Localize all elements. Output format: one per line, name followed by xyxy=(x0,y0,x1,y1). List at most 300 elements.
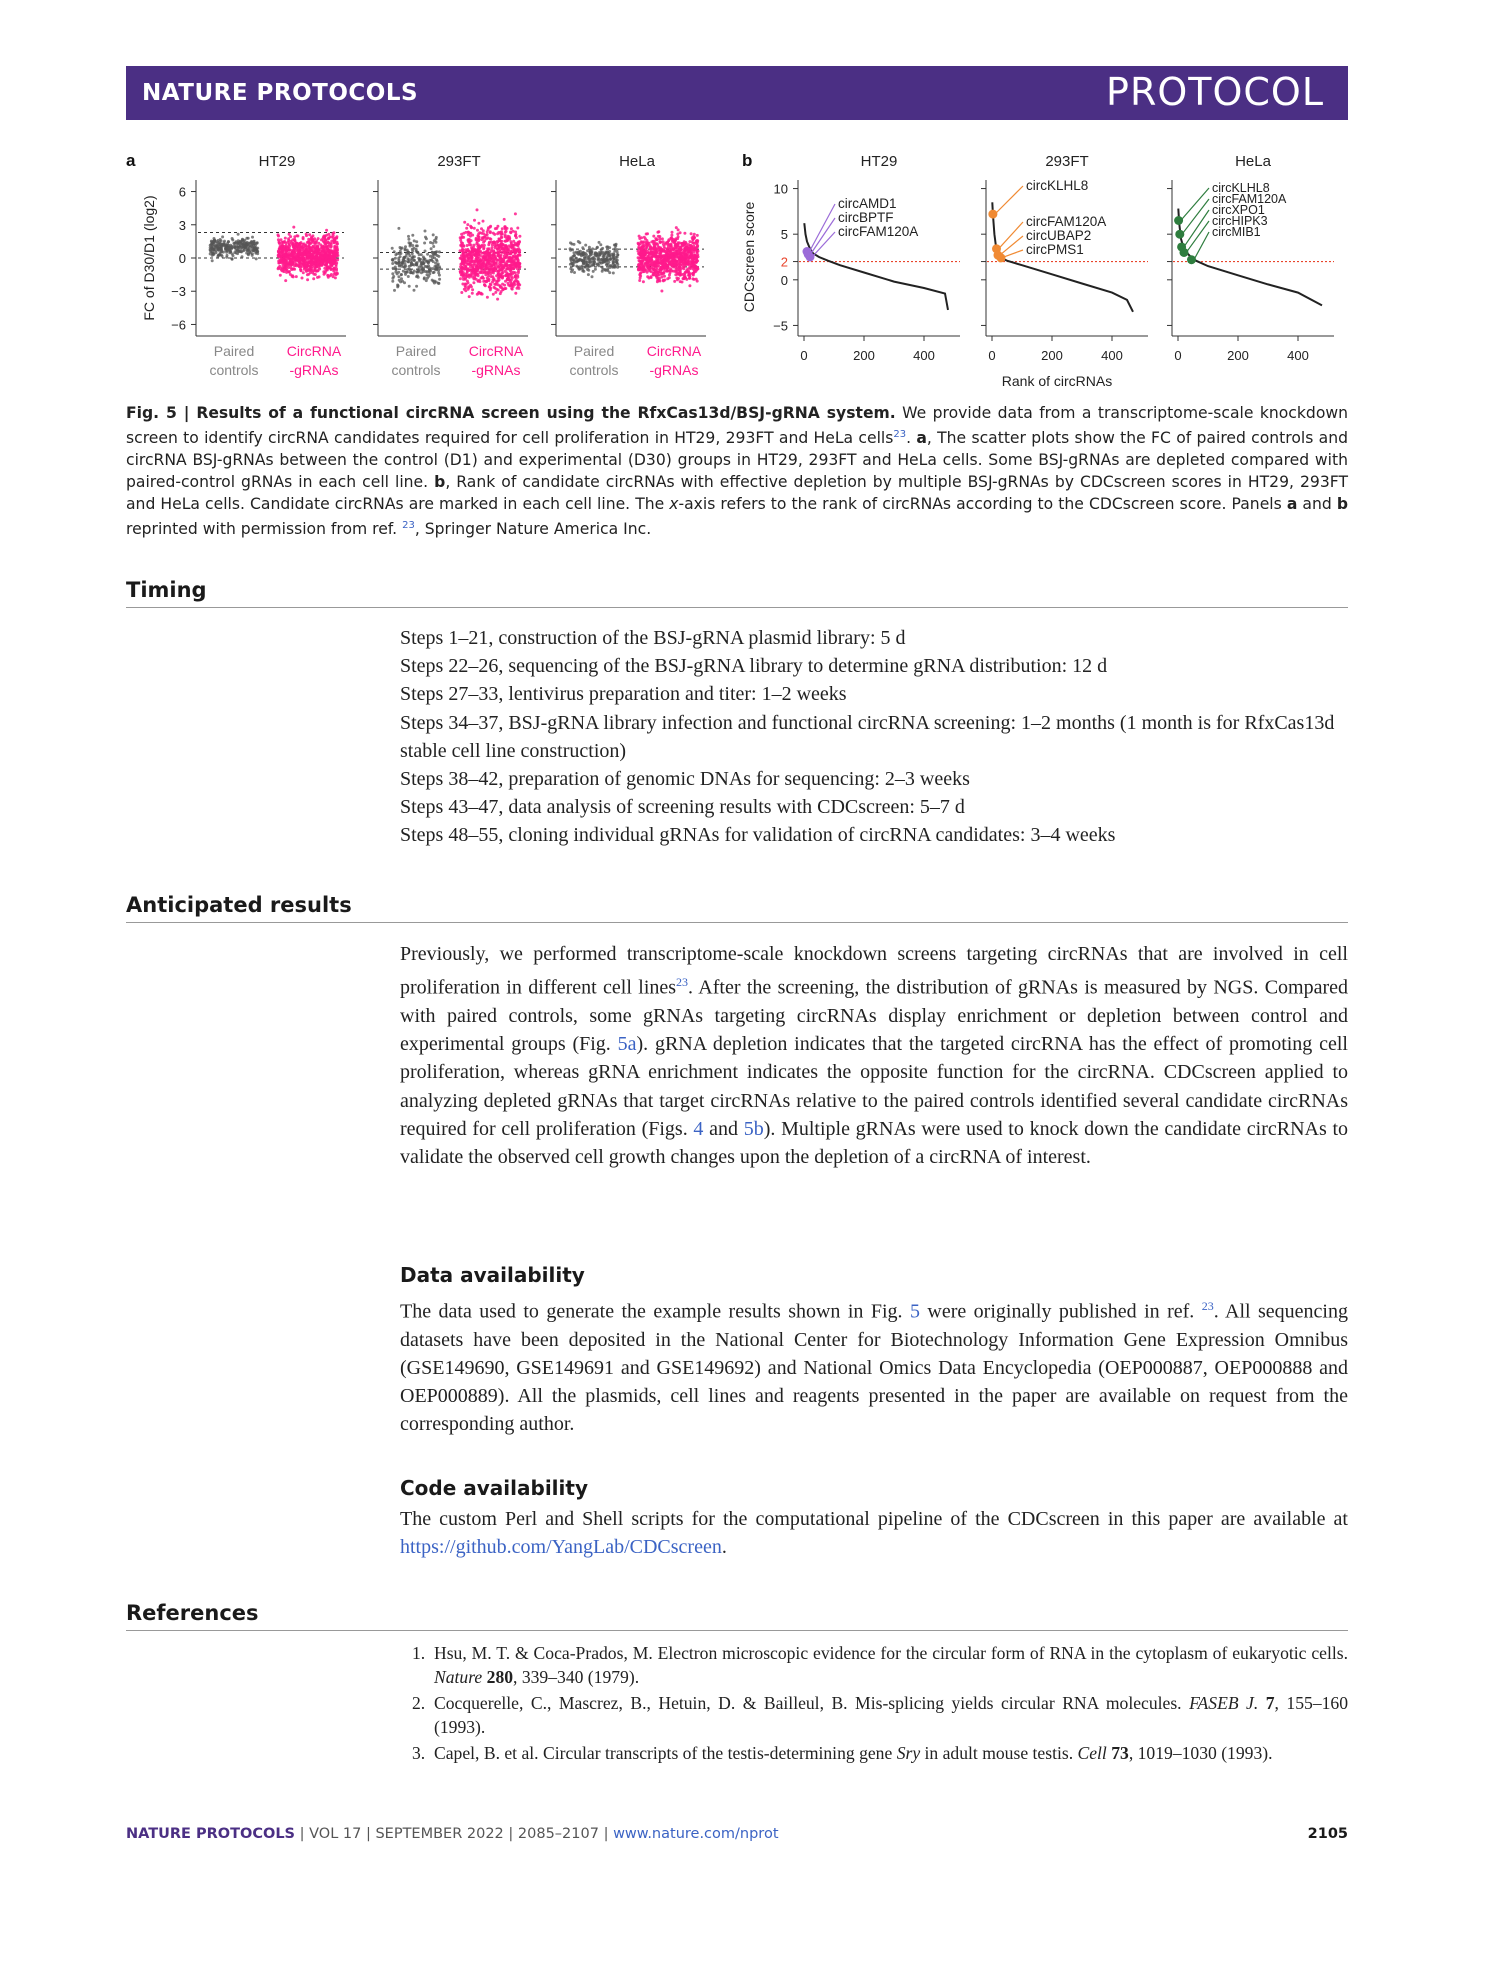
circrna-point xyxy=(682,267,685,270)
circrna-point xyxy=(305,251,308,254)
control-point xyxy=(588,257,591,260)
control-point xyxy=(415,285,418,288)
control-point xyxy=(406,257,409,260)
panel-b-xlabel: Rank of circRNAs xyxy=(1001,373,1113,389)
control-point xyxy=(432,245,435,248)
circrna-point xyxy=(326,274,329,277)
circrna-point xyxy=(302,236,305,239)
control-point xyxy=(401,247,404,250)
control-point xyxy=(397,259,400,262)
subplot-title-a: 293FT xyxy=(437,153,481,170)
circrna-point xyxy=(301,277,304,280)
group-label: Paired xyxy=(395,343,437,359)
caption-fig-label: Fig. 5 | Results of a functional circRNA screen using the RfxCas13d/BSJ-gRNA system. xyxy=(126,404,896,422)
control-point xyxy=(573,254,576,257)
circrna-point xyxy=(325,245,328,248)
article-type: PROTOCOL xyxy=(1106,70,1324,114)
circrna-point xyxy=(294,260,297,263)
circrna-point xyxy=(638,237,641,240)
x-tick-label: 0 xyxy=(1174,348,1182,363)
circrna-point xyxy=(660,262,663,265)
circrna-point xyxy=(490,275,493,278)
circrna-point xyxy=(500,245,503,248)
x-tick-label: 0 xyxy=(800,348,808,363)
circrna-point xyxy=(683,252,686,255)
circrna-point xyxy=(291,252,294,255)
x-tick-label: 200 xyxy=(853,348,875,363)
circrna-point xyxy=(473,248,476,251)
circrna-point xyxy=(517,282,520,285)
control-point xyxy=(423,242,426,245)
control-point xyxy=(589,252,592,255)
paragraph-text: and xyxy=(703,1117,744,1140)
circrna-point xyxy=(322,247,325,250)
control-point xyxy=(581,246,584,249)
circrna-point xyxy=(484,256,487,259)
control-point xyxy=(570,259,573,262)
circrna-point xyxy=(638,267,641,270)
circrna-point xyxy=(673,280,676,283)
paragraph-text: . After the screening, the distribution of gRNAs is measured by NGS. Compared with paired controls, some gRNAs targeting circRNAs display enrichment or depletion between control and experimental groups (Fig. xyxy=(400,976,1348,1056)
y-tick-label: −3 xyxy=(171,284,186,300)
control-point xyxy=(581,268,584,271)
x-tick-label: 200 xyxy=(1041,348,1063,363)
circrna-point xyxy=(299,269,302,272)
circrna-point xyxy=(514,292,517,295)
circrna-point xyxy=(321,250,324,253)
circrna-point xyxy=(328,249,331,252)
control-point xyxy=(600,262,603,265)
circrna-point xyxy=(694,270,697,273)
circrna-point xyxy=(298,265,301,268)
subplot-title-a: HT29 xyxy=(258,153,296,170)
footer-journal: NATURE PROTOCOLS xyxy=(126,1826,296,1842)
control-point xyxy=(411,234,414,237)
circrna-point xyxy=(325,242,328,245)
control-point xyxy=(424,250,427,253)
circrna-point xyxy=(501,260,504,263)
control-point xyxy=(424,230,427,233)
control-point xyxy=(436,260,439,263)
circrna-point xyxy=(673,263,676,266)
circrna-point xyxy=(688,284,691,287)
x-tick-label: 0 xyxy=(988,348,996,363)
timing-step: Steps 43–47, data analysis of screening results with CDCscreen: 5–7 d xyxy=(400,796,965,819)
control-point xyxy=(406,249,409,252)
ref-link[interactable]: 23 xyxy=(1201,1299,1214,1313)
circrna-point xyxy=(284,237,287,240)
circrna-point xyxy=(305,264,308,267)
circrna-point xyxy=(643,268,646,271)
circrna-point xyxy=(665,270,668,273)
control-point xyxy=(616,253,619,256)
reference-volume: 280 xyxy=(486,1666,514,1687)
circrna-point xyxy=(468,263,471,266)
control-point xyxy=(410,257,413,260)
reference-item xyxy=(400,1642,1348,1689)
circrna-point xyxy=(307,269,310,272)
circrna-point xyxy=(678,257,681,260)
control-point xyxy=(607,252,610,255)
control-point xyxy=(417,257,420,260)
control-point xyxy=(432,271,435,274)
control-point xyxy=(572,258,575,261)
circrna-point xyxy=(477,222,480,225)
circrna-point xyxy=(332,268,335,271)
fig-link[interactable]: 4 xyxy=(693,1117,704,1140)
control-point xyxy=(240,250,243,253)
circrna-point xyxy=(282,260,285,263)
circrna-point xyxy=(663,259,666,262)
circrna-point xyxy=(683,232,686,235)
control-point xyxy=(427,262,430,265)
control-point xyxy=(231,237,234,240)
circrna-point xyxy=(660,272,663,275)
circrna-point xyxy=(491,281,494,284)
group-label: -gRNAs xyxy=(649,362,699,378)
circrna-point xyxy=(504,253,507,256)
caption-ref[interactable]: 23 xyxy=(893,429,907,440)
control-point xyxy=(211,252,214,255)
circrna-point xyxy=(495,227,498,230)
control-point xyxy=(612,272,615,275)
control-point xyxy=(569,241,572,244)
paragraph-text: were originally published in ref. xyxy=(919,1300,1202,1323)
circrna-point xyxy=(333,273,336,276)
circrna-point xyxy=(672,248,675,251)
footer-date: SEPTEMBER 2022 xyxy=(375,1826,504,1842)
control-point xyxy=(585,261,588,264)
control-point xyxy=(216,255,219,258)
circrna-point xyxy=(462,254,465,257)
circrna-point xyxy=(660,290,663,293)
circrna-point xyxy=(473,270,476,273)
circrna-point xyxy=(654,265,657,268)
ref-link[interactable]: 23 xyxy=(676,975,689,990)
circrna-point xyxy=(509,281,512,284)
circrna-point xyxy=(328,253,331,256)
circrna-point xyxy=(471,273,474,276)
control-point xyxy=(582,260,585,263)
circrna-point xyxy=(641,241,644,244)
circrna-point xyxy=(651,262,654,265)
circrna-point xyxy=(668,273,671,276)
circrna-point xyxy=(638,273,641,276)
circrna-point xyxy=(497,289,500,292)
circrna-point xyxy=(469,284,472,287)
circrna-point xyxy=(516,263,519,266)
circrna-point xyxy=(512,260,515,263)
circrna-point xyxy=(674,269,677,272)
control-point xyxy=(393,250,396,253)
hit-label: circUBAP2 xyxy=(1026,228,1092,243)
control-point xyxy=(397,227,400,230)
hit-point xyxy=(1180,248,1189,257)
control-point xyxy=(434,268,437,271)
circrna-point xyxy=(487,226,490,229)
control-point xyxy=(591,275,594,278)
circrna-point xyxy=(297,260,300,263)
control-point xyxy=(250,240,253,243)
circrna-point xyxy=(470,255,473,258)
circrna-point xyxy=(333,239,336,242)
control-point xyxy=(422,262,425,265)
circrna-point xyxy=(514,231,517,234)
control-point xyxy=(394,261,397,264)
circrna-point xyxy=(514,234,517,237)
circrna-point xyxy=(299,262,302,265)
circrna-point xyxy=(696,239,699,242)
fig-link[interactable]: 5b xyxy=(743,1117,764,1140)
circrna-point xyxy=(660,256,663,259)
panel-b-ylabel: CDCscreen score xyxy=(741,201,757,313)
circrna-point xyxy=(512,240,515,243)
control-point xyxy=(585,253,588,256)
control-point xyxy=(417,251,420,254)
circrna-point xyxy=(656,255,659,258)
footer-url[interactable]: www.nature.com/nprot xyxy=(613,1826,779,1842)
timing-step: Steps 27–33, lentivirus preparation and titer: 1–2 weeks xyxy=(400,683,847,706)
control-point xyxy=(394,268,397,271)
control-point xyxy=(222,243,225,246)
circrna-point xyxy=(672,259,675,262)
control-point xyxy=(426,253,429,256)
control-point xyxy=(219,238,222,241)
circrna-point xyxy=(679,231,682,234)
circrna-point xyxy=(512,271,515,274)
anticipated-heading xyxy=(126,893,1348,917)
circrna-point xyxy=(504,231,507,234)
circrna-point xyxy=(657,277,660,280)
circrna-point xyxy=(461,242,464,245)
circrna-point xyxy=(499,292,502,295)
circrna-point xyxy=(277,233,280,236)
circrna-point xyxy=(691,238,694,241)
circrna-point xyxy=(695,267,698,270)
circrna-point xyxy=(331,263,334,266)
control-point xyxy=(437,282,440,285)
control-point xyxy=(438,250,441,253)
circrna-point xyxy=(668,260,671,263)
group-label: -gRNAs xyxy=(471,362,521,378)
reference-text: , 1019–1030 (1993). xyxy=(1128,1743,1273,1763)
control-point xyxy=(591,257,594,260)
circrna-point xyxy=(667,239,670,242)
timing-step: Steps 48–55, cloning individual gRNAs for validation of circRNA candidates: 3–4 weeks xyxy=(400,824,1116,847)
circrna-point xyxy=(671,231,674,234)
control-point xyxy=(422,269,425,272)
circrna-point xyxy=(284,265,287,268)
circrna-point xyxy=(468,269,471,272)
control-point xyxy=(407,235,410,238)
circrna-point xyxy=(637,242,640,245)
circrna-point xyxy=(307,244,310,247)
anticipated-heading-text: Anticipated results xyxy=(126,893,352,917)
circrna-point xyxy=(670,234,673,237)
control-point xyxy=(587,273,590,276)
circrna-point xyxy=(497,247,500,250)
circrna-point xyxy=(500,232,503,235)
fig-link[interactable]: 5a xyxy=(617,1033,637,1056)
circrna-point xyxy=(690,262,693,265)
circrna-point xyxy=(637,256,640,259)
circrna-point xyxy=(321,259,324,262)
circrna-point xyxy=(517,247,520,250)
circrna-point xyxy=(332,236,335,239)
control-point xyxy=(403,281,406,284)
reference-item xyxy=(400,1742,1348,1766)
circrna-point xyxy=(688,256,691,259)
circrna-point xyxy=(637,250,640,253)
control-point xyxy=(419,264,422,267)
circrna-point xyxy=(690,232,693,235)
control-point xyxy=(243,249,246,252)
circrna-point xyxy=(518,254,521,257)
circrna-point xyxy=(658,246,661,249)
circrna-point xyxy=(477,291,480,294)
circrna-point xyxy=(492,293,495,296)
data-availability-paragraph xyxy=(400,1292,1348,1439)
circrna-point xyxy=(474,254,477,257)
control-point xyxy=(392,267,395,270)
panel-label-a: a xyxy=(126,151,136,170)
control-point xyxy=(400,277,403,280)
circrna-point xyxy=(487,243,490,246)
control-point xyxy=(219,245,222,248)
circrna-point xyxy=(336,272,339,275)
circrna-point xyxy=(501,267,504,270)
control-point xyxy=(598,255,601,258)
control-point xyxy=(396,272,399,275)
references-heading-text: References xyxy=(126,1601,259,1625)
reference-journal: Cell xyxy=(1077,1743,1107,1763)
control-point xyxy=(391,262,394,265)
circrna-point xyxy=(693,255,696,258)
circrna-point xyxy=(668,276,671,279)
hit-point xyxy=(1174,216,1183,225)
circrna-point xyxy=(662,279,665,282)
caption-panel-a: a xyxy=(1286,495,1298,514)
control-point xyxy=(399,280,402,283)
circrna-point xyxy=(678,262,681,265)
control-point xyxy=(422,259,425,262)
circrna-point xyxy=(509,252,512,255)
control-point xyxy=(391,280,394,283)
circrna-point xyxy=(690,254,693,257)
circrna-point xyxy=(494,267,497,270)
circrna-point xyxy=(510,275,513,278)
control-point xyxy=(415,240,418,243)
circrna-point xyxy=(642,246,645,249)
control-point xyxy=(212,240,215,243)
control-point xyxy=(429,255,432,258)
control-point xyxy=(608,271,611,274)
hit-label: circKLHL8 xyxy=(1212,181,1270,195)
timing-step: Steps 1–21, construction of the BSJ-gRNA plasmid library: 5 d xyxy=(400,627,906,649)
circrna-point xyxy=(315,265,318,268)
circrna-point xyxy=(314,250,317,253)
circrna-point xyxy=(302,271,305,274)
circrna-point xyxy=(691,241,694,244)
circrna-point xyxy=(302,252,305,255)
control-point xyxy=(396,285,399,288)
control-point xyxy=(420,253,423,256)
group-label: controls xyxy=(569,362,619,378)
circrna-point xyxy=(673,240,676,243)
circrna-point xyxy=(288,233,291,236)
circrna-point xyxy=(306,257,309,260)
y-tick-label: 6 xyxy=(178,184,186,200)
circrna-point xyxy=(303,262,306,265)
circrna-point xyxy=(486,247,489,250)
footer-sep: | xyxy=(503,1826,518,1842)
control-point xyxy=(573,251,576,254)
circrna-point xyxy=(470,226,473,229)
circrna-point xyxy=(279,255,282,258)
circrna-point xyxy=(482,280,485,283)
circrna-point xyxy=(312,277,315,280)
control-point xyxy=(411,244,414,247)
circrna-point xyxy=(666,266,669,269)
circrna-point xyxy=(656,280,659,283)
circrna-point xyxy=(513,249,516,252)
circrna-point xyxy=(476,259,479,262)
circrna-point xyxy=(496,280,499,283)
circrna-point xyxy=(320,238,323,241)
circrna-point xyxy=(648,259,651,262)
circrna-point xyxy=(657,262,660,265)
control-point xyxy=(216,245,219,248)
hit-label: circPMS1 xyxy=(1026,242,1084,257)
circrna-point xyxy=(517,271,520,274)
circrna-point xyxy=(290,264,293,267)
github-link[interactable]: https://github.com/YangLab/CDCscreen xyxy=(400,1536,722,1559)
hit-label: circFAM120A xyxy=(1212,192,1287,206)
footer-sep: | xyxy=(598,1826,614,1842)
caption-ref[interactable]: 23 xyxy=(402,520,415,532)
hit-point xyxy=(1175,230,1184,239)
circrna-point xyxy=(283,254,286,257)
circrna-point xyxy=(676,243,679,246)
circrna-point xyxy=(478,238,481,241)
circrna-point xyxy=(305,233,308,236)
circrna-point xyxy=(494,291,497,294)
control-point xyxy=(222,251,225,254)
circrna-point xyxy=(314,273,317,276)
circrna-point xyxy=(681,244,684,247)
timing-step: Steps 34–37, BSJ-gRNA library infection and functional circRNA screening: 1–2 months (1 month is for RfxCas13d stable cell line construction) xyxy=(400,711,1335,762)
circrna-point xyxy=(319,255,322,258)
circrna-point xyxy=(498,276,501,279)
circrna-point xyxy=(300,246,303,249)
circrna-point xyxy=(313,267,316,270)
control-point xyxy=(213,237,216,240)
subplot-title-b: HT29 xyxy=(860,153,898,170)
circrna-point xyxy=(670,238,673,241)
circrna-point xyxy=(314,259,317,262)
circrna-point xyxy=(464,286,467,289)
hit-label: circAMD1 xyxy=(838,196,897,211)
control-point xyxy=(236,249,239,252)
journal-name: NATURE PROTOCOLS xyxy=(142,80,419,106)
fig-link[interactable]: 5 xyxy=(909,1300,920,1323)
control-point xyxy=(413,247,416,250)
circrna-point xyxy=(330,255,333,258)
control-point xyxy=(586,264,589,267)
group-label: -gRNAs xyxy=(289,362,339,378)
circrna-point xyxy=(468,295,471,298)
circrna-point xyxy=(292,226,295,229)
